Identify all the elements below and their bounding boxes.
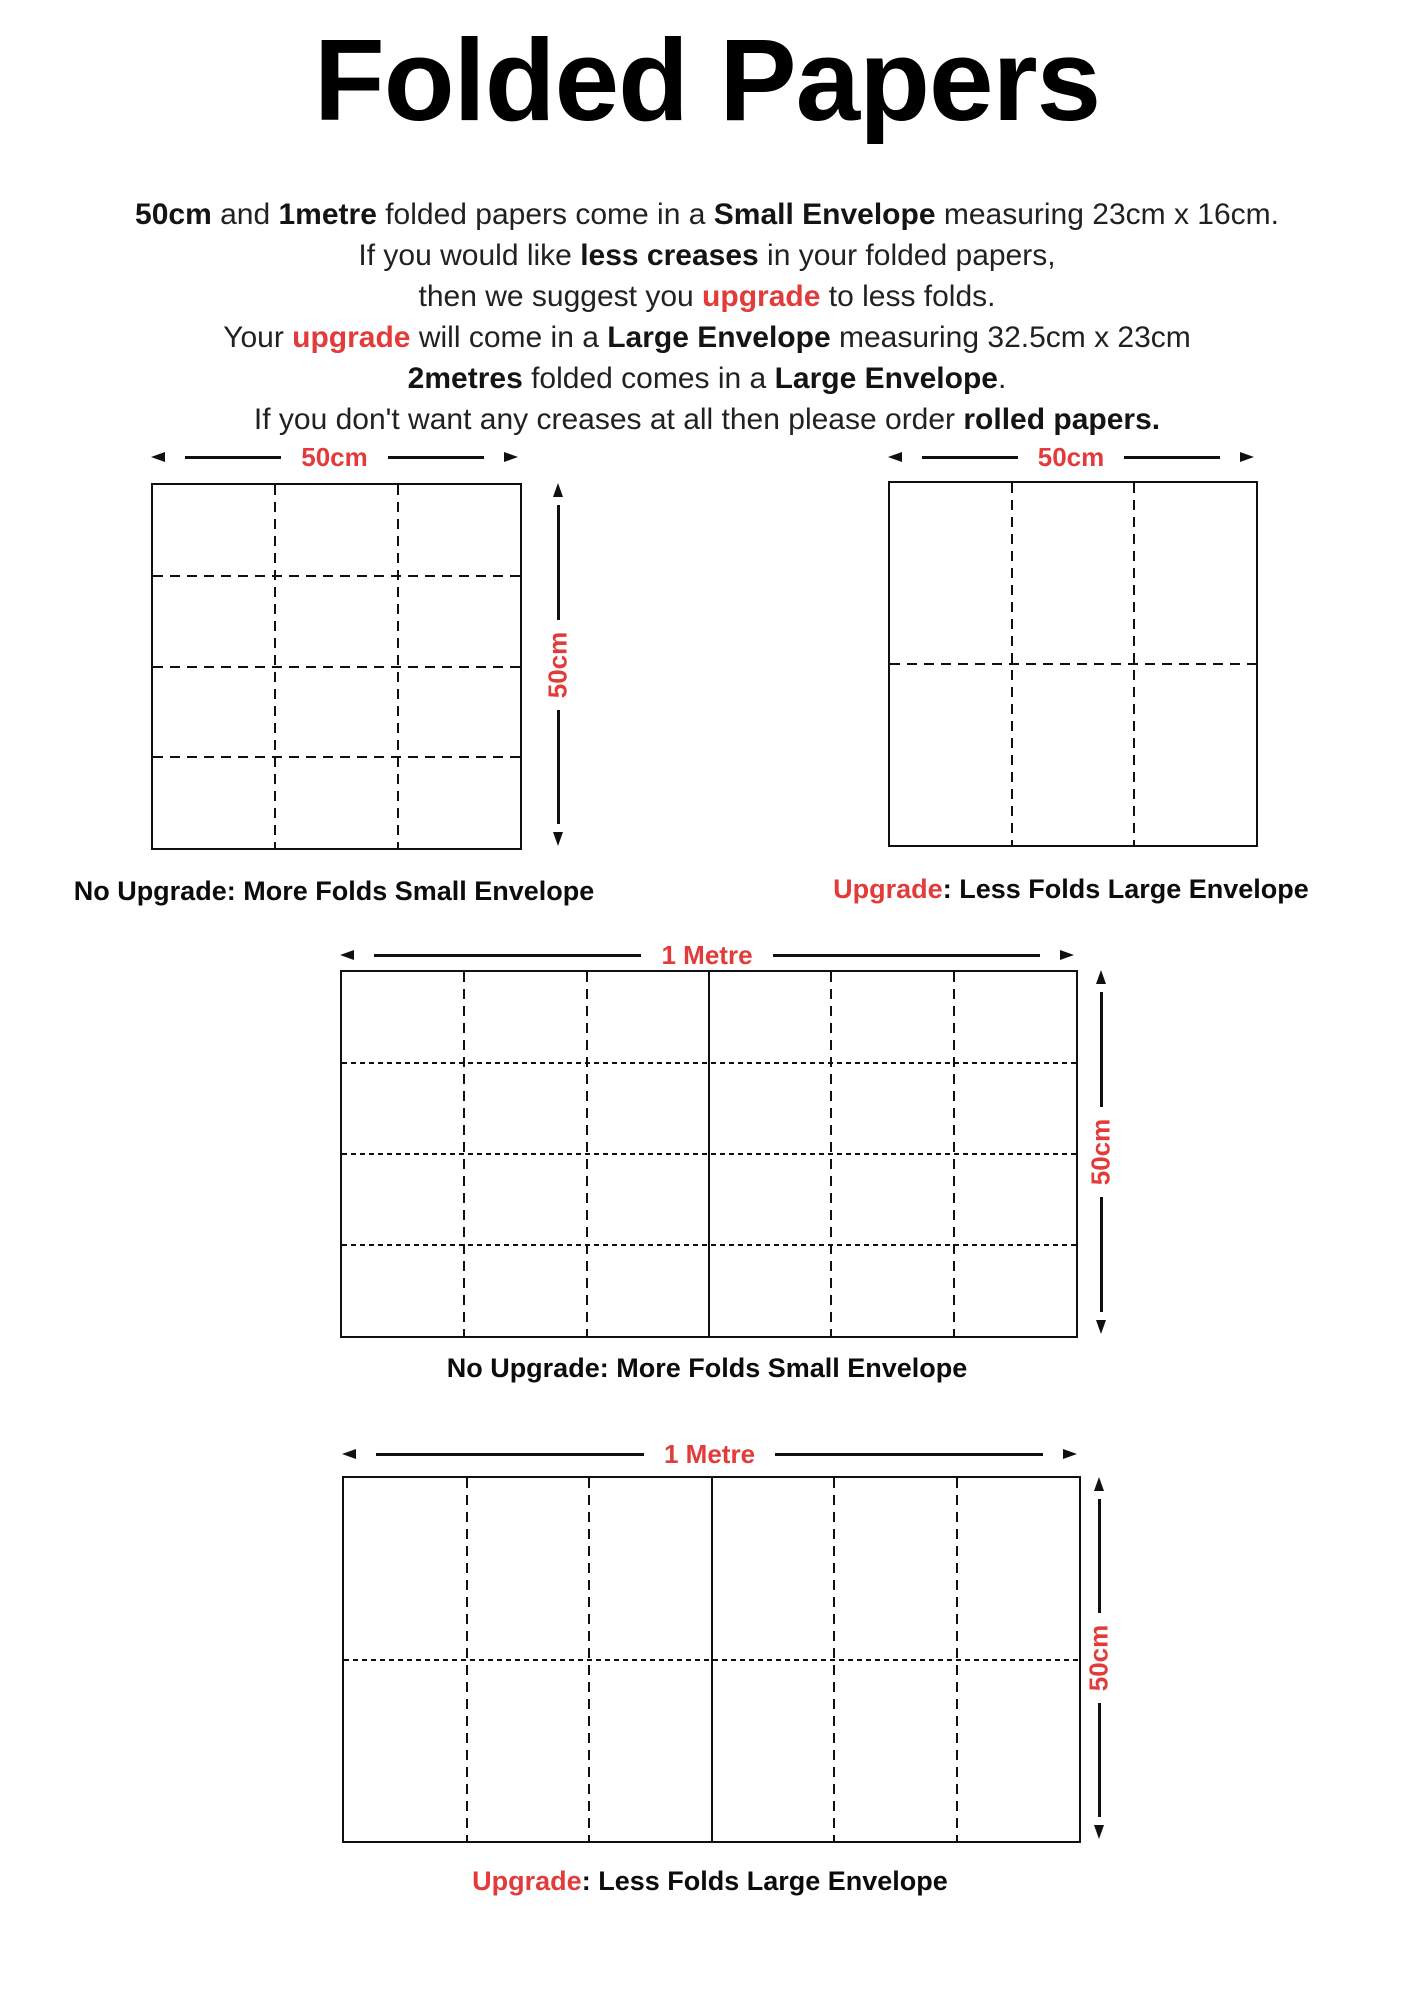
fold-line-horizontal: [153, 756, 520, 758]
text-run: folded papers come in a: [376, 198, 714, 231]
fold-line-horizontal: [153, 666, 520, 668]
arrowhead-down-icon: [1094, 1825, 1104, 1839]
text-run: Upgrade: [472, 1866, 582, 1896]
text-run: : Less Folds Large Envelope: [942, 874, 1309, 904]
arrowhead-right-icon: [1060, 950, 1074, 960]
arrowhead-up-icon: [1096, 970, 1106, 984]
arrowhead-left-icon: [340, 950, 354, 960]
text-run: measuring 23cm x 16cm.: [935, 198, 1279, 231]
text-run: No Upgrade: More Folds Small Envelope: [73, 876, 595, 906]
arrow-line: [388, 456, 484, 459]
text-run: Small Envelope: [713, 198, 936, 231]
text-run: 1metre: [278, 198, 377, 231]
arrow-line: [922, 456, 1018, 459]
text-run: upgrade: [702, 280, 821, 313]
text-run: : Less Folds Large Envelope: [581, 1866, 948, 1896]
dimension-text: 1 Metre: [661, 939, 753, 970]
dimension-text: 50cm: [1085, 1118, 1116, 1186]
arrow-line: [1098, 1703, 1101, 1817]
fold-line-horizontal: [342, 1244, 1076, 1246]
diagram-caption: [397, 1353, 1017, 1384]
text-run: in your folded papers,: [758, 239, 1056, 272]
dimension-text: 50cm: [301, 441, 368, 472]
intro-line: [0, 235, 1414, 276]
page-title: Folded Papers: [313, 15, 1101, 145]
arrow-line: [1100, 1197, 1103, 1312]
diagram-1metre-more-folds: [340, 970, 1078, 1338]
width-dimension-label: [151, 441, 518, 473]
arrowhead-left-icon: [151, 452, 165, 462]
text-run: will come in a: [410, 321, 608, 354]
text-run: Large Envelope: [607, 321, 831, 354]
arrow-line: [775, 1453, 1043, 1456]
arrowhead-down-icon: [1096, 1320, 1106, 1334]
text-run: No Upgrade: More Folds Small Envelope: [446, 1353, 968, 1383]
diagram-1metre-less-folds: [342, 1476, 1081, 1843]
intro-line: [0, 194, 1414, 235]
text-run: If you would like: [358, 239, 581, 272]
arrow-line: [185, 456, 281, 459]
text-run: then we suggest you: [418, 280, 703, 313]
height-dimension-label: [1086, 970, 1116, 1334]
arrowhead-right-icon: [1240, 452, 1254, 462]
intro-paragraph: [0, 194, 1414, 440]
text-run: and: [211, 198, 279, 231]
intro-line: [0, 399, 1414, 440]
text-run: upgrade: [292, 321, 411, 354]
arrow-line: [374, 954, 641, 957]
arrow-line: [557, 505, 560, 620]
fold-line-horizontal: [890, 663, 1256, 665]
arrowhead-up-icon: [553, 483, 563, 497]
width-dimension-label: [888, 441, 1254, 473]
width-dimension-label: [342, 1438, 1077, 1470]
arrowhead-right-icon: [1063, 1449, 1077, 1459]
height-dimension-label: [1084, 1477, 1114, 1839]
fold-line-horizontal: [342, 1153, 1076, 1155]
fold-line-horizontal: [344, 1659, 1079, 1661]
dimension-text: 1 Metre: [663, 1438, 756, 1469]
dimension-text: 50cm: [1083, 1624, 1114, 1692]
text-run: Large Envelope: [774, 362, 998, 395]
text-run: 50cm: [135, 198, 212, 231]
diagram-caption: [761, 874, 1381, 905]
arrow-line: [1098, 1499, 1101, 1613]
arrow-line: [1100, 992, 1103, 1107]
text-run: 2metres: [407, 362, 523, 395]
arrowhead-left-icon: [342, 1449, 356, 1459]
diagram-caption: [400, 1866, 1020, 1897]
arrow-line: [1124, 456, 1220, 459]
text-run: to less folds.: [820, 280, 996, 313]
text-run: Your: [223, 321, 293, 354]
text-run: If you don't want any creases at all then please order: [253, 403, 964, 436]
text-run: measuring 32.5cm x 23cm: [830, 321, 1191, 354]
arrowhead-up-icon: [1094, 1477, 1104, 1491]
diagram-50cm-more-folds: [151, 483, 522, 850]
dimension-text: 50cm: [542, 631, 573, 698]
fold-line-horizontal: [153, 575, 520, 577]
width-dimension-label: [340, 939, 1074, 971]
arrow-line: [773, 954, 1040, 957]
intro-line: [0, 276, 1414, 317]
diagram-caption: [24, 876, 644, 907]
arrow-line: [557, 710, 560, 825]
intro-line: [0, 358, 1414, 399]
arrowhead-right-icon: [504, 452, 518, 462]
arrowhead-down-icon: [553, 832, 563, 846]
arrowhead-left-icon: [888, 452, 902, 462]
text-run: .: [997, 362, 1007, 395]
height-dimension-label: [543, 483, 573, 846]
text-run: rolled papers.: [963, 403, 1161, 436]
fold-line-horizontal: [342, 1062, 1076, 1064]
arrow-line: [376, 1453, 644, 1456]
text-run: less creases: [580, 239, 759, 272]
text-run: Upgrade: [833, 874, 943, 904]
intro-line: [0, 317, 1414, 358]
text-run: folded comes in a: [522, 362, 775, 395]
dimension-text: 50cm: [1037, 441, 1105, 472]
diagram-50cm-less-folds: [888, 481, 1258, 847]
